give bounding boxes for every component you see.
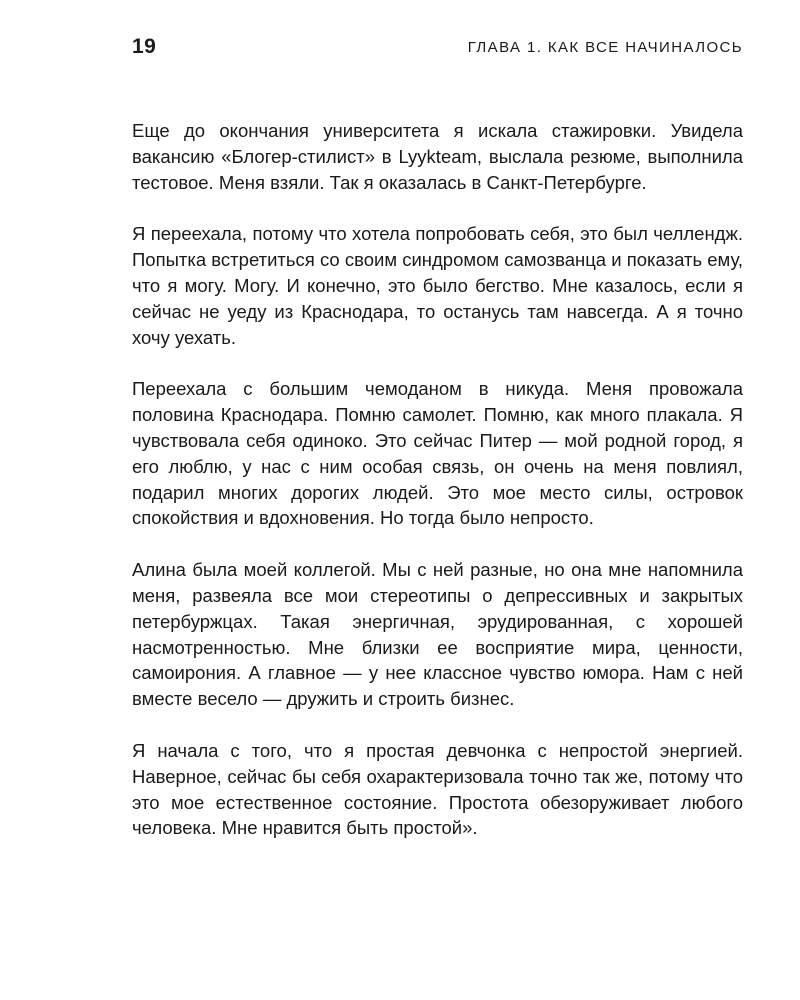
- chapter-title: ГЛАВА 1. КАК ВСЕ НАЧИНАЛОСЬ: [467, 39, 743, 56]
- paragraph-simplicity: Я начала с того, что я простая девчонка с непростой энергией. Наверное, сейчас бы себя охарактеризовала точно так же, потому что это мое естественное состояние. Простота обезоруживает любого человека. Мне нравится быть простой».: [132, 739, 743, 839]
- paragraph-alina: Алина была моей коллегой. Мы с ней разные, но она мне напомнила меня, развеяла все мои стереотипы о депрессивных и закрытых петербуржцах. Такая энергичная, эрудированная, с хорошей насмотренностью. Мне близки ее восприятие мира, ценности, самоирония. А главное — у нее классное чувство юмора. Нам с ней вместе весело — дружить и строить бизнес.: [132, 559, 743, 710]
- paragraph-moving-reason: Я переехала, потому что хотела попробовать себя, это был челлендж. Попытка встретиться со своим синдромом самозванца и показать ему, что я могу. Могу. И конечно, это было бегство. Мне казалось, если я сейчас не уеду из Краснодара, то останусь там навсегда. А я точно хочу уехать.: [132, 223, 743, 348]
- paragraph-moving-day: Переехала с большим чемоданом в никуда. Меня провожала половина Краснодара. Помню самолет. Помню, как много плакала. Я чувствовала себя одиноко. Это сейчас Питер — мой родной город, я его люблю, у нас с ним особая связь, он очень на меня повлиял, подарил многих дорогих людей. Это мое место силы, островок спокойствия и вдохновения. Но тогда было непросто.: [132, 378, 743, 529]
- body-text: [132, 118, 743, 841]
- page-number: 19: [132, 35, 157, 58]
- paragraph-internship: Еще до окончания университета я искала стажировки. Увидела вакансию «Блогер-стилист» в Lyykteam, выслала резюме, выполнила тестовое. Меня взяли. Так я оказалась в Санкт-Петербурге.: [132, 120, 743, 193]
- running-head: [132, 34, 743, 62]
